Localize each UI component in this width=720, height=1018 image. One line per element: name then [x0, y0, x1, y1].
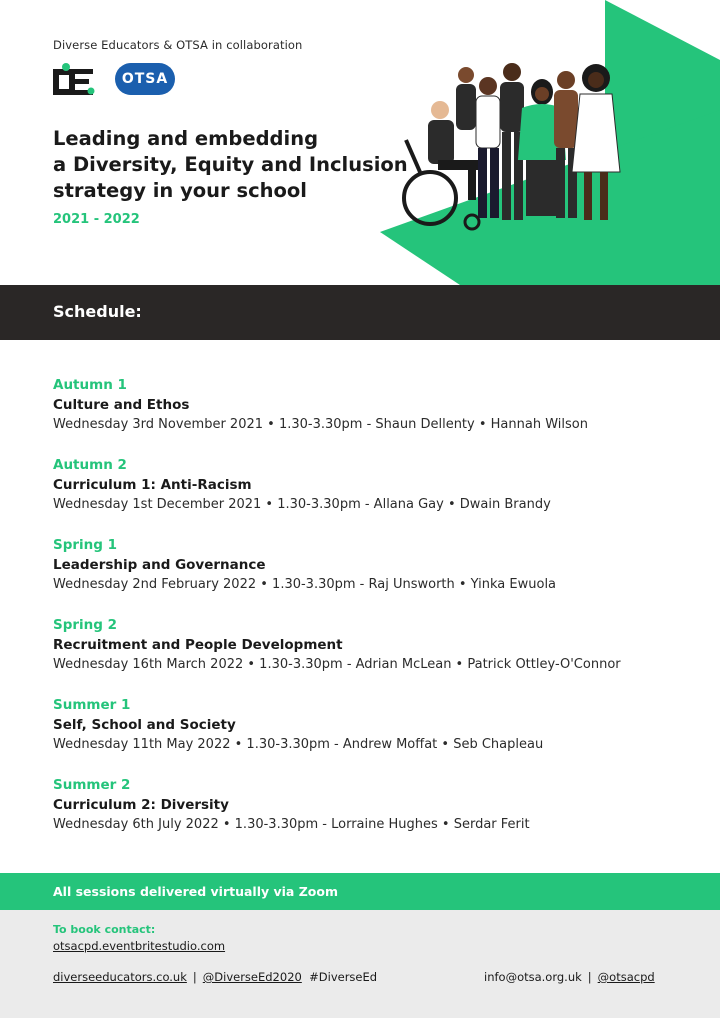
session-list	[53, 376, 693, 856]
session-topic: Self, School and Society	[53, 717, 236, 733]
hashtag: #DiverseEd	[309, 970, 378, 984]
session-term: Autumn 1	[53, 377, 127, 393]
title-line: strategy in your school	[53, 179, 307, 202]
zoom-banner	[0, 873, 720, 910]
session-term: Autumn 2	[53, 457, 127, 473]
twitter-otsa-link[interactable]: @otsacpd	[597, 970, 655, 984]
session-topic: Culture and Ethos	[53, 397, 190, 413]
otsa-logo: OTSA	[115, 63, 175, 95]
session-topic: Curriculum 2: Diversity	[53, 797, 229, 813]
title-line: a Diversity, Equity and Inclusion	[53, 153, 408, 176]
session-item	[53, 536, 693, 616]
session-item	[53, 776, 693, 856]
otsa-links	[484, 970, 655, 984]
contact-footer	[0, 910, 720, 1018]
session-item	[53, 696, 693, 776]
booking-link[interactable]: otsacpd.eventbritestudio.com	[53, 939, 226, 953]
session-details: Wednesday 6th July 2022 • 1.30-3.30pm - Lorraine Hughes • Serdar Ferit	[53, 817, 530, 832]
session-details: Wednesday 3rd November 2021 • 1.30-3.30pm - Shaun Dellenty • Hannah Wilson	[53, 417, 588, 432]
logo-row	[53, 62, 175, 96]
twitter-de-link[interactable]: @DiverseEd2020	[202, 970, 302, 984]
diverse-educators-logo	[53, 63, 97, 95]
session-term: Summer 2	[53, 777, 131, 793]
session-details: Wednesday 1st December 2021 • 1.30-3.30pm - Allana Gay • Dwain Brandy	[53, 497, 551, 512]
link-separator: |	[192, 970, 197, 984]
session-details: Wednesday 11th May 2022 • 1.30-3.30pm - Andrew Moffat • Seb Chapleau	[53, 737, 544, 752]
collaboration-text: Diverse Educators & OTSA in collaboration	[53, 38, 303, 52]
session-term: Summer 1	[53, 697, 131, 713]
session-term: Spring 1	[53, 537, 118, 553]
email-link[interactable]: info@otsa.org.uk	[484, 970, 582, 984]
zoom-text: All sessions delivered virtually via Zoom	[53, 884, 338, 899]
session-item	[53, 456, 693, 536]
session-topic: Leadership and Governance	[53, 557, 266, 573]
year-range: 2021 - 2022	[53, 212, 140, 227]
booking-label: To book contact:	[53, 923, 156, 936]
session-details: Wednesday 16th March 2022 • 1.30-3.30pm - Adrian McLean • Patrick Ottley-O'Connor	[53, 657, 621, 672]
diverse-educators-links	[53, 970, 377, 984]
title-line: Leading and embedding	[53, 127, 319, 150]
session-item	[53, 376, 693, 456]
session-item	[53, 616, 693, 696]
page-title	[53, 126, 433, 204]
session-topic: Recruitment and People Development	[53, 637, 343, 653]
schedule-title: Schedule:	[53, 302, 142, 321]
schedule-header-bar	[0, 285, 720, 340]
session-topic: Curriculum 1: Anti-Racism	[53, 477, 252, 493]
session-term: Spring 2	[53, 617, 118, 633]
session-details: Wednesday 2nd February 2022 • 1.30-3.30pm - Raj Unsworth • Yinka Ewuola	[53, 577, 557, 592]
website-link[interactable]: diverseeducators.co.uk	[53, 970, 187, 984]
people-illustration	[380, 0, 720, 285]
link-separator: |	[587, 970, 592, 984]
